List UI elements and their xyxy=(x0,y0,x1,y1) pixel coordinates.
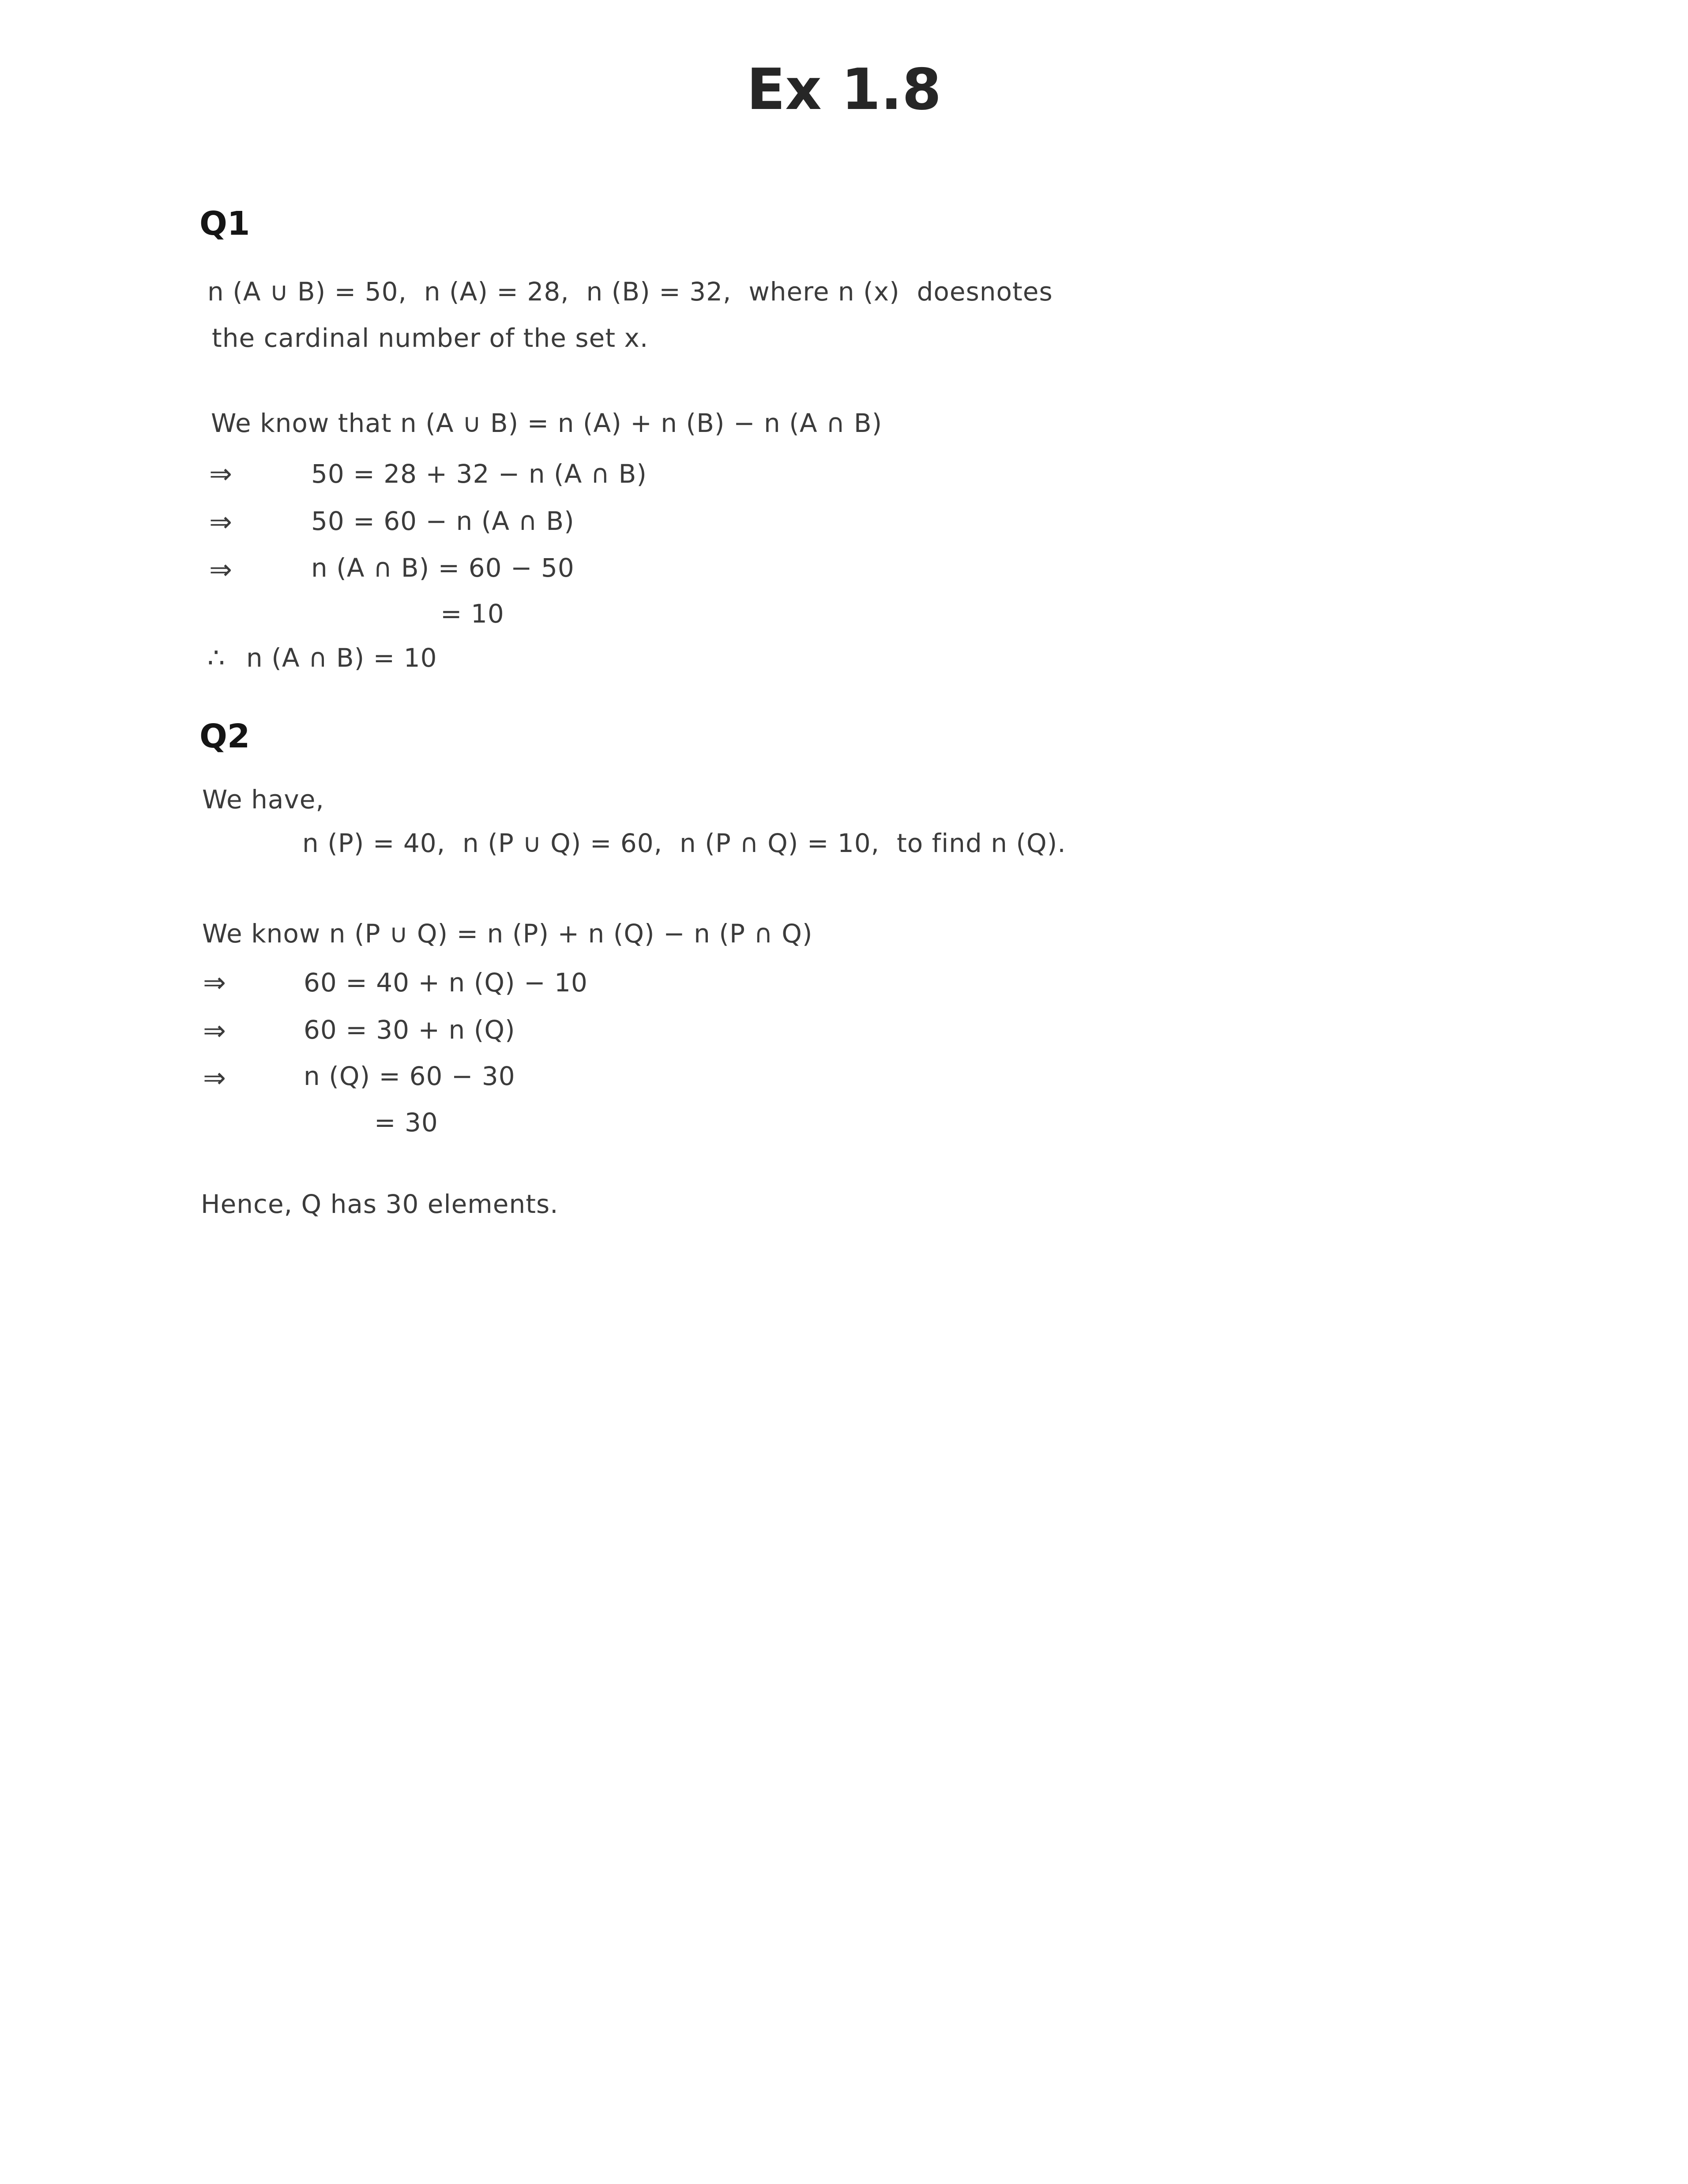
implies-arrow: ⇒ xyxy=(209,458,232,490)
q1-know-line: We know that n (A ∪ B) = n (A) + n (B) − n (A ∩ B) xyxy=(211,408,883,438)
q2-we-have: We have, xyxy=(202,784,324,814)
q1-step-3: n (A ∩ B) = 60 − 50 xyxy=(311,553,575,583)
question-1-heading: Q1 xyxy=(199,205,250,243)
implies-arrow: ⇒ xyxy=(203,1014,226,1047)
q1-given-line-1: n (A ∪ B) = 50, n (A) = 28, n (B) = 32, where n (x) doesnotes xyxy=(207,277,1053,307)
q1-step-2: 50 = 60 − n (A ∩ B) xyxy=(311,506,575,536)
q1-conclusion: n (A ∩ B) = 10 xyxy=(246,643,437,673)
implies-arrow: ⇒ xyxy=(209,506,232,538)
q2-step-1: 60 = 40 + n (Q) − 10 xyxy=(304,968,588,998)
implies-arrow: ⇒ xyxy=(209,553,232,585)
q2-know-line: We know n (P ∪ Q) = n (P) + n (Q) − n (P ∩ Q) xyxy=(202,919,813,949)
q2-conclusion: Hence, Q has 30 elements. xyxy=(201,1189,559,1219)
q2-given-line: n (P) = 40, n (P ∪ Q) = 60, n (P ∩ Q) = 10, to find n (Q). xyxy=(302,828,1066,858)
q2-step-2: 60 = 30 + n (Q) xyxy=(304,1015,515,1045)
q1-given-line-2: the cardinal number of the set x. xyxy=(212,323,649,353)
implies-arrow: ⇒ xyxy=(203,1062,226,1094)
therefore-symbol: ∴ xyxy=(207,642,225,674)
q1-step-1: 50 = 28 + 32 − n (A ∩ B) xyxy=(311,459,647,489)
q2-step-3: n (Q) = 60 − 30 xyxy=(304,1061,515,1091)
q2-step-4: = 30 xyxy=(374,1107,438,1137)
implies-arrow: ⇒ xyxy=(203,966,226,998)
page-title: Ex 1.8 xyxy=(746,57,942,123)
q1-step-4: = 10 xyxy=(440,599,504,629)
question-2-heading: Q2 xyxy=(199,717,250,755)
